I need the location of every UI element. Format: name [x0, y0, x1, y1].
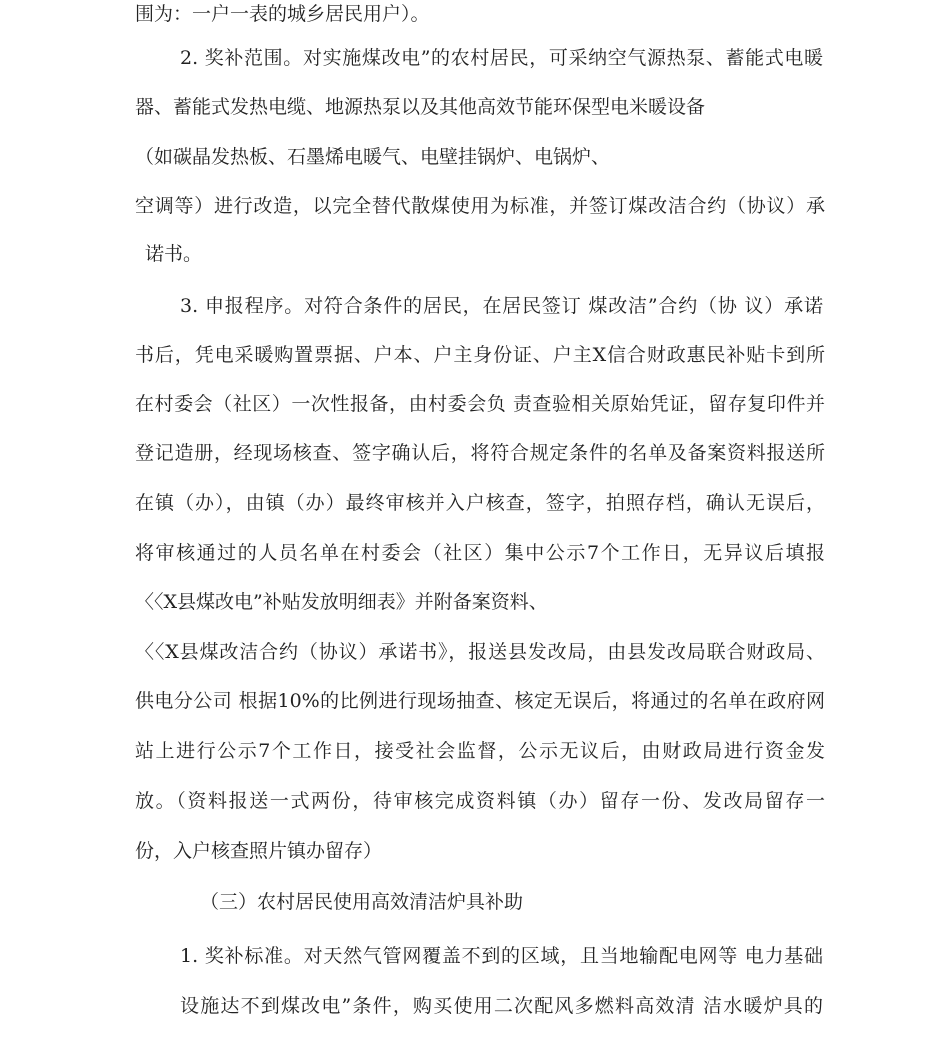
- text-line: 在村委会（社区）一次性报备，由村委会负 责查验相关原始凭证，留存复印件并: [135, 393, 825, 415]
- text-line: （如碳晶发热板、石墨烯电暖气、电壁挂锅炉、电锅炉、: [135, 146, 611, 168]
- text-line: 站上进行公示7个工作日，接受社会监督，公示无议后，由财政局进行资金发: [135, 740, 825, 762]
- text-line: 围为：一户一表的城乡居民用户）。: [135, 3, 430, 25]
- text-line: 3. 申报程序。对符合条件的居民，在居民签订 煤改洁”合约（协 议）承诺: [180, 295, 823, 317]
- text-line: 〈〈X县煤改洁合约（协议）承诺书》，报送县发改局，由县发改局联合财政局、: [135, 641, 825, 663]
- text-line: 空调等）进行改造，以完全替代散煤使用为标准，并签订煤改洁合约（协议）承: [135, 195, 825, 217]
- text-line: 1. 奖补标准。对天然气管网覆盖不到的区域，且当地输配电网等 电力基础: [180, 945, 823, 967]
- section-heading: （三）农村居民使用高效清洁炉具补助: [200, 891, 524, 913]
- text-line: 将审核通过的人员名单在村委会（社区）集中公示7个工作日，无异议后填报: [135, 542, 825, 564]
- text-line: 器、蓄能式发热电缆、地源热泵以及其他高效节能环保型电米暖设备: [135, 96, 706, 118]
- text-line: 供电分公司 根据10%的比例进行现场抽查、核定无误后，将通过的名单在政府网: [135, 690, 825, 712]
- text-line: 放。（资料报送一式两份，待审核完成资料镇（办）留存一份、发改局留存一: [135, 790, 825, 812]
- text-line: 设施达不到煤改电”条件，购买使用二次配风多燃料高效清 洁水暖炉具的: [180, 995, 823, 1017]
- text-line: 〈〈X县煤改电”补贴发放明细表》并附备案资料、: [135, 591, 548, 613]
- text-line: 书后，凭电采暖购置票据、户本、户主身份证、户主X信合财政惠民补贴卡到所: [135, 344, 825, 366]
- text-line: 份，入户核查照片镇办留存）: [135, 840, 383, 862]
- text-line: 在镇（办），由镇（办）最终审核并入户核查，签字，拍照存档，确认无误后，: [135, 492, 825, 514]
- text-line: 2. 奖补范围。对实施煤改电”的农村居民，可采纳空气源热泵、蓄能式电暖: [180, 47, 823, 69]
- text-line: 诺书。: [145, 243, 203, 265]
- text-line: 登记造册，经现场核查、签字确认后，将符合规定条件的名单及备案资料报送所: [135, 442, 825, 464]
